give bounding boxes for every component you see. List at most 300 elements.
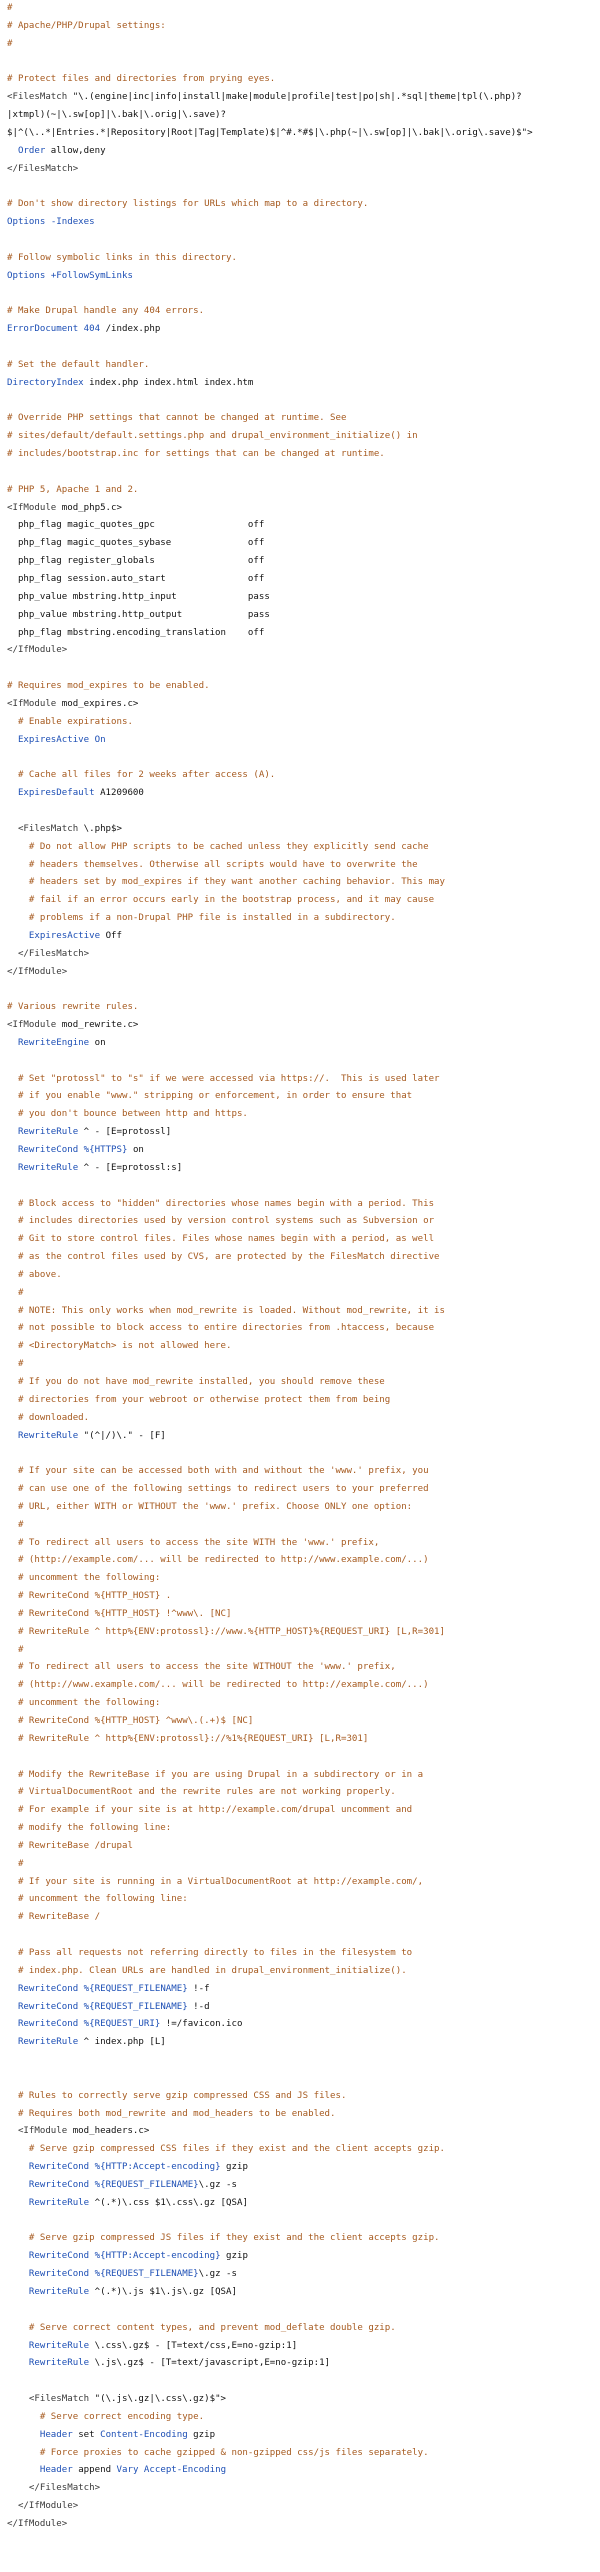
directive-token: %{REQUEST_FILENAME} — [83, 2001, 188, 2012]
code-line — [7, 1035, 600, 1053]
comment-token: # problems if a non-Drupal PHP file is installed in a subdirectory. — [7, 913, 396, 924]
tag-token: </FilesMatch> — [17, 948, 90, 959]
text-token — [7, 949, 18, 959]
directive-token: RewriteCond — [28, 2179, 90, 2190]
code-line — [7, 125, 600, 143]
code-line — [7, 571, 600, 589]
code-line — [7, 607, 600, 625]
tag-token: </FilesMatch> — [28, 2483, 101, 2494]
code-line — [7, 1713, 600, 1731]
comment-token: # Various rewrite rules. — [7, 1002, 139, 1013]
comment-token: # Cache all files for 2 weeks after access (A). — [7, 770, 276, 781]
text-token: php_flag magic_quotes_sybase off — [7, 538, 265, 549]
text-token — [7, 1984, 18, 1994]
code-line — [7, 2480, 600, 2498]
comment-token: # not possible to block access to entire directories from .htaccess, because — [7, 1323, 435, 1334]
code-line — [7, 1981, 600, 1999]
comment-token: # RewriteCond %{HTTP_HOST} . — [7, 1591, 172, 1602]
code-line — [7, 268, 600, 286]
text-token: \.php$> — [78, 823, 122, 834]
comment-token: # as the control files used by CVS, are protected by the FilesMatch directive — [7, 1252, 440, 1263]
code-line — [7, 696, 600, 714]
code-line — [7, 981, 600, 999]
code-line — [7, 1071, 600, 1089]
comment-token: # For example if your site is at http://example.com/drupal uncomment and — [7, 1805, 413, 1816]
code-line — [7, 2052, 600, 2070]
tag-token: </IfModule> — [7, 966, 68, 977]
text-token: Off — [100, 930, 122, 941]
text-token — [7, 2198, 29, 2208]
text-token — [7, 1431, 18, 1441]
comment-token: # RewriteRule ^ http%{ENV:protossl}://www.%{HTTP_HOST}%{REQUEST_URI} [L,R=301] — [7, 1626, 445, 1637]
code-line — [7, 1338, 600, 1356]
code-line — [7, 2088, 600, 2106]
code-line — [7, 767, 600, 785]
text-token — [7, 2394, 29, 2404]
directive-token: %{REQUEST_URI} — [83, 2019, 161, 2030]
code-line — [7, 1303, 600, 1321]
directive-token: Header — [39, 2429, 73, 2440]
text-token — [7, 735, 18, 745]
code-line — [7, 1053, 600, 1071]
tag-token: </IfModule> — [7, 645, 68, 656]
text-token — [7, 146, 18, 156]
comment-token: # Do not allow PHP scripts to be cached unless they explicitly send cache — [7, 841, 429, 852]
comment-token: # Serve correct encoding type. — [7, 2411, 205, 2422]
code-line — [7, 1749, 600, 1767]
tag-token: </IfModule> — [7, 2518, 68, 2529]
text-token — [7, 2483, 29, 2493]
text-token — [7, 788, 18, 798]
code-line — [7, 1570, 600, 1588]
code-line — [7, 393, 600, 411]
text-token: gzip — [220, 2162, 248, 2173]
text-token: \.gz -s — [198, 2179, 237, 2190]
code-line — [7, 1428, 600, 1446]
code-line — [7, 839, 600, 857]
code-line — [7, 1142, 600, 1160]
code-line — [7, 339, 600, 357]
code-line — [7, 1891, 600, 1909]
comment-token: # — [7, 1519, 24, 1530]
code-line — [7, 2248, 600, 2266]
directive-token: RewriteCond — [17, 1145, 79, 1155]
text-token: ^(.*)\.js $1\.js\.gz [QSA] — [89, 2287, 237, 2297]
text-token — [7, 2126, 18, 2136]
code-line — [7, 446, 600, 464]
text-token: gzip — [220, 2251, 248, 2262]
directive-token: -Indexes — [50, 217, 95, 228]
comment-token: # — [7, 3, 13, 13]
comment-token: # includes directories used by version control systems such as Subversion or — [7, 1216, 435, 1227]
code-line — [7, 553, 600, 571]
code-line — [7, 1320, 600, 1338]
code-line — [7, 803, 600, 821]
code-line — [7, 1285, 600, 1303]
comment-token: # If your site can be accessed both with and without the 'www.' prefix, you — [7, 1466, 429, 1477]
code-line — [7, 428, 600, 446]
code-line — [7, 2070, 600, 2088]
comment-token: # if you enable "www." stripping or enforcement, in order to ensure that — [7, 1091, 413, 1102]
directive-token: RewriteRule — [28, 2358, 90, 2369]
comment-token: # <DirectoryMatch> is not allowed here. — [7, 1341, 232, 1352]
comment-token: # Git to store control files. Files whose names begin with a period, as well — [7, 1234, 435, 1245]
code-line — [7, 1642, 600, 1660]
code-line — [7, 2034, 600, 2052]
directive-token: Accept-Encoding — [143, 2465, 227, 2476]
tag-token: <IfModule — [7, 502, 57, 513]
comment-token: # index.php. Clean URLs are handled in drupal_environment_initialize(). — [7, 1965, 407, 1976]
directive-token: 404 — [83, 324, 101, 335]
code-line — [7, 2427, 600, 2445]
text-token: php_flag mbstring.encoding_translation off — [7, 627, 265, 638]
code-line — [7, 1695, 600, 1713]
comment-token: # sites/default/default.settings.php and drupal_environment_initialize() in — [7, 431, 418, 442]
code-line — [7, 1588, 600, 1606]
text-token — [7, 2430, 40, 2440]
comment-token: # Modify the RewriteBase if you are using Drupal in a subdirectory or in a — [7, 1769, 424, 1780]
tag-token: <FilesMatch — [28, 2394, 90, 2405]
code-line — [7, 2016, 600, 2034]
code-line — [7, 714, 600, 732]
text-token — [7, 2269, 29, 2279]
text-token: on — [89, 1037, 106, 1048]
comment-token: # RewriteCond %{HTTP_HOST} !^www\. [NC] — [7, 1608, 232, 1619]
code-line — [7, 1552, 600, 1570]
code-line — [7, 625, 600, 643]
code-line — [7, 1874, 600, 1892]
directive-token: %{REQUEST_FILENAME} — [94, 2269, 199, 2280]
code-line — [7, 1909, 600, 1927]
code-line — [7, 660, 600, 678]
code-line — [7, 2141, 600, 2159]
text-token — [7, 2251, 29, 2261]
comment-token: # uncomment the following line: — [7, 1894, 188, 1905]
comment-token: # — [7, 38, 13, 49]
comment-token: # To redirect all users to access the site WITHOUT the 'www.' prefix, — [7, 1662, 396, 1673]
comment-token: # URL, either WITH or WITHOUT the 'www.' prefix. Choose ONLY one option: — [7, 1501, 413, 1512]
text-token — [7, 2162, 29, 2172]
code-line — [7, 2445, 600, 2463]
code-line — [7, 178, 600, 196]
code-line — [7, 0, 600, 18]
directive-token: Content-Encoding — [100, 2429, 188, 2440]
comment-token: # PHP 5, Apache 1 and 2. — [7, 484, 139, 495]
comment-token: # Requires mod_expires to be enabled. — [7, 681, 210, 692]
code-line — [7, 2462, 600, 2480]
directive-token: RewriteCond — [28, 2269, 90, 2280]
comment-token: # RewriteRule ^ http%{ENV:protossl}://%1%{REQUEST_URI} [L,R=301] — [7, 1733, 369, 1744]
code-line — [7, 321, 600, 339]
directive-token: RewriteCond — [17, 1983, 79, 1994]
text-token: ^ - [E=protossl:s] — [78, 1162, 183, 1173]
text-token — [7, 1038, 18, 1048]
tag-token: <IfModule — [17, 2126, 68, 2137]
comment-token: # uncomment the following: — [7, 1573, 161, 1584]
directive-token: ExpiresDefault — [17, 788, 95, 799]
text-token: php_flag register_globals off — [7, 556, 265, 567]
directive-token: %{HTTP:Accept-encoding} — [94, 2162, 221, 2173]
text-token: mod_php5.c> — [56, 502, 122, 513]
text-token: allow,deny — [45, 145, 106, 156]
code-line — [7, 286, 600, 304]
comment-token: # modify the following line: — [7, 1823, 172, 1834]
code-line — [7, 54, 600, 72]
directive-token: Vary — [116, 2465, 139, 2476]
directive-token: ErrorDocument — [7, 324, 79, 335]
tag-token: <FilesMatch — [7, 92, 68, 103]
text-token: !-d — [187, 2001, 210, 2012]
comment-token: # Override PHP settings that cannot be changed at runtime. See — [7, 413, 347, 424]
code-line — [7, 1624, 600, 1642]
text-token: gzip — [187, 2429, 216, 2440]
code-line — [7, 464, 600, 482]
directive-token: On — [94, 734, 106, 745]
code-line — [7, 232, 600, 250]
comment-token: # Force proxies to cache gzipped & non-gzipped css/js files separately. — [7, 2447, 429, 2458]
comment-token: # you don't bounce between http and https. — [7, 1109, 248, 1120]
directive-token: %{REQUEST_FILENAME} — [94, 2179, 199, 2190]
directive-token: RewriteRule — [17, 1430, 79, 1441]
comment-token: # Follow symbolic links in this directory. — [7, 252, 237, 263]
code-line — [7, 1802, 600, 1820]
text-token — [7, 2002, 18, 2012]
tag-token: <FilesMatch — [17, 823, 79, 834]
comment-token: # VirtualDocumentRoot and the rewrite rules are not working properly. — [7, 1787, 396, 1798]
code-line — [7, 1356, 600, 1374]
code-line — [7, 2320, 600, 2338]
code-line — [7, 196, 600, 214]
code-line — [7, 2213, 600, 2231]
code-line — [7, 18, 600, 36]
code-line — [7, 1463, 600, 1481]
text-token: mod_rewrite.c> — [56, 1020, 139, 1031]
code-line — [7, 1410, 600, 1428]
text-token: ^ index.php [L] — [78, 2037, 166, 2048]
directive-token: RewriteCond — [17, 2019, 79, 2030]
text-token: ^(.*)\.css $1\.css\.gz [QSA] — [89, 2197, 248, 2208]
comment-token: # above. — [7, 1269, 62, 1280]
comment-token: # Serve gzip compressed CSS files if they exist and the client accepts gzip. — [7, 2144, 445, 2155]
code-line — [7, 1196, 600, 1214]
text-token — [7, 1145, 18, 1155]
text-token: mod_headers.c> — [67, 2126, 150, 2137]
directive-token: %{HTTP:Accept-encoding} — [94, 2251, 221, 2262]
directive-token: RewriteRule — [17, 1162, 79, 1173]
comment-token: # Serve correct content types, and prevent mod_deflate double gzip. — [7, 2322, 396, 2333]
directive-token: ExpiresActive — [28, 930, 101, 941]
code-line — [7, 678, 600, 696]
text-token: "(\.js\.gz|\.css\.gz)$"> — [89, 2394, 227, 2405]
directive-token: Header — [39, 2465, 73, 2476]
code-line — [7, 2159, 600, 2177]
text-token: "\.(engine|inc|info|install|make|module|profile|test|po|sh|.*sql|theme|tpl(\.php)? — [67, 92, 522, 103]
directive-token: RewriteRule — [28, 2287, 90, 2297]
code-line — [7, 2409, 600, 2427]
code-line — [7, 999, 600, 1017]
directive-token: RewriteCond — [28, 2251, 90, 2262]
text-token: append — [72, 2465, 117, 2476]
directive-token: ExpiresActive — [17, 734, 90, 745]
directive-token: RewriteRule — [17, 1127, 79, 1138]
comment-token: # Requires both mod_rewrite and mod_headers to be enabled. — [7, 2108, 336, 2119]
code-line — [7, 89, 600, 107]
directive-token: Options — [7, 217, 46, 228]
code-line — [7, 214, 600, 232]
code-line — [7, 410, 600, 428]
code-line — [7, 785, 600, 803]
code-line — [7, 732, 600, 750]
text-token: \.css\.gz$ - [T=text/css,E=no-gzip:1] — [89, 2340, 298, 2351]
comment-token: # directories from your webroot or otherwise protect them from being — [7, 1394, 391, 1405]
text-token: |xtmpl)(~|\.sw[op]|\.bak|\.orig|\.save)? — [7, 110, 226, 121]
code-line — [7, 2284, 600, 2302]
code-line — [7, 749, 600, 767]
comment-token: # Apache/PHP/Drupal settings: — [7, 20, 166, 31]
comment-token: # Serve gzip compressed JS files if they exist and the client accepts gzip. — [7, 2233, 440, 2244]
comment-token: # Rules to correctly serve gzip compressed CSS and JS files. — [7, 2090, 347, 2101]
comment-token: # (http://example.com/... will be redirected to http://www.example.com/...) — [7, 1555, 429, 1566]
text-token: "(^|/)\." - [F] — [78, 1430, 166, 1441]
code-line — [7, 1659, 600, 1677]
code-line — [7, 1445, 600, 1463]
text-token: !=/favicon.ico — [160, 2019, 243, 2030]
code-line — [7, 107, 600, 125]
code-line — [7, 1249, 600, 1267]
directive-token: RewriteRule — [17, 2037, 79, 2048]
code-line — [7, 2498, 600, 2516]
text-token — [7, 1127, 18, 1137]
code-line — [7, 910, 600, 928]
code-line — [7, 1945, 600, 1963]
directive-token: RewriteCond — [17, 2001, 79, 2012]
text-token: mod_expires.c> — [56, 698, 139, 709]
code-line — [7, 2516, 600, 2534]
comment-token: # RewriteBase /drupal — [7, 1840, 133, 1851]
text-token — [7, 2287, 29, 2297]
code-line — [7, 2230, 600, 2248]
text-token: index.php index.html index.htm — [83, 377, 254, 388]
text-token: !-f — [187, 1983, 210, 1994]
text-token: on — [127, 1145, 144, 1155]
code-line — [7, 1213, 600, 1231]
code-line — [7, 303, 600, 321]
directive-token: +FollowSymLinks — [50, 270, 133, 281]
comment-token: # To redirect all users to access the site WITH the 'www.' prefix, — [7, 1537, 380, 1548]
text-token: /index.php — [100, 324, 161, 335]
comment-token: # If your site is running in a VirtualDocumentRoot at http://example.com/, — [7, 1876, 424, 1887]
code-line — [7, 2123, 600, 2141]
code-line — [7, 1963, 600, 1981]
text-token — [7, 2358, 29, 2368]
directive-token: Order — [17, 145, 46, 156]
code-line — [7, 1677, 600, 1695]
comment-token: # — [7, 1644, 24, 1655]
code-line — [7, 1374, 600, 1392]
tag-token: <IfModule — [7, 698, 57, 709]
code-line — [7, 36, 600, 54]
code-line — [7, 535, 600, 553]
text-token: set — [72, 2429, 101, 2440]
code-line — [7, 250, 600, 268]
text-token: A1209600 — [94, 788, 144, 799]
text-token — [7, 2180, 29, 2190]
code-line — [7, 964, 600, 982]
code-line — [7, 1856, 600, 1874]
text-token — [7, 2019, 18, 2029]
directive-token: RewriteEngine — [17, 1037, 90, 1048]
code-line — [7, 1124, 600, 1142]
text-token: php_flag magic_quotes_gpc off — [7, 520, 265, 531]
comment-token: # Set "protossl" to "s" if we were accessed via https://. This is used later — [7, 1073, 440, 1084]
tag-token: </IfModule> — [17, 2501, 79, 2512]
code-line — [7, 1499, 600, 1517]
text-token: $|^(\..*|Entries.*|Repository|Root|Tag|Template)$|^#.*#$|\.php(~|\.sw[op]|\.bak|\.orig\.save)$"> — [7, 127, 533, 138]
code-line — [7, 500, 600, 518]
comment-token: # — [7, 1287, 24, 1298]
text-token — [7, 2465, 40, 2475]
text-token: php_value mbstring.http_output pass — [7, 609, 270, 620]
code-line — [7, 161, 600, 179]
code-line — [7, 1927, 600, 1945]
code-line — [7, 357, 600, 375]
code-line — [7, 1784, 600, 1802]
text-token — [7, 1163, 18, 1173]
code-line — [7, 143, 600, 161]
text-token — [7, 2037, 18, 2047]
directive-token: DirectoryIndex — [7, 377, 84, 388]
comment-token: # NOTE: This only works when mod_rewrite is loaded. Without mod_rewrite, it is — [7, 1305, 445, 1316]
code-line — [7, 1731, 600, 1749]
code-line — [7, 1267, 600, 1285]
code-line — [7, 1481, 600, 1499]
directive-token: RewriteRule — [28, 2340, 90, 2351]
directive-token: RewriteRule — [28, 2197, 90, 2208]
comment-token: # (http://www.example.com/... will be redirected to http://example.com/...) — [7, 1680, 429, 1691]
code-line — [7, 2391, 600, 2409]
text-token — [7, 2341, 29, 2351]
comment-token: # Block access to "hidden" directories whose names begin with a period. This — [7, 1198, 435, 1209]
comment-token: # RewriteBase / — [7, 1912, 101, 1923]
code-line — [7, 874, 600, 892]
code-line — [7, 1106, 600, 1124]
code-line — [7, 946, 600, 964]
code-line — [7, 2266, 600, 2284]
text-token: php_value mbstring.http_input pass — [7, 591, 270, 602]
code-line — [7, 2355, 600, 2373]
code-line — [7, 1160, 600, 1178]
code-line — [7, 857, 600, 875]
comment-token: # Enable expirations. — [7, 716, 133, 727]
text-token: \.gz -s — [198, 2269, 237, 2280]
comment-token: # — [7, 1359, 24, 1370]
comment-token: # Pass all requests not referring directly to files in the filesystem to — [7, 1947, 413, 1958]
text-token: ^ - [E=protossl] — [78, 1127, 172, 1138]
comment-token: # headers set by mod_expires if they want another caching behavior. This may — [7, 877, 445, 888]
comment-token: # fail if an error occurs early in the bootstrap process, and it may cause — [7, 895, 435, 906]
code-line — [7, 517, 600, 535]
directive-token: %{HTTPS} — [83, 1145, 128, 1155]
comment-token: # can use one of the following settings to redirect users to your preferred — [7, 1484, 429, 1495]
code-line — [7, 482, 600, 500]
code-line — [7, 2177, 600, 2195]
comment-token: # If you do not have mod_rewrite installed, you should remove these — [7, 1376, 385, 1387]
comment-token: # headers themselves. Otherwise all scripts would have to overwrite the — [7, 859, 418, 870]
comment-token: # RewriteCond %{HTTP_HOST} ^www\.(.+)$ [NC] — [7, 1716, 254, 1726]
code-line — [7, 1017, 600, 1035]
comment-token: # downloaded. — [7, 1412, 90, 1423]
code-line — [7, 1535, 600, 1553]
